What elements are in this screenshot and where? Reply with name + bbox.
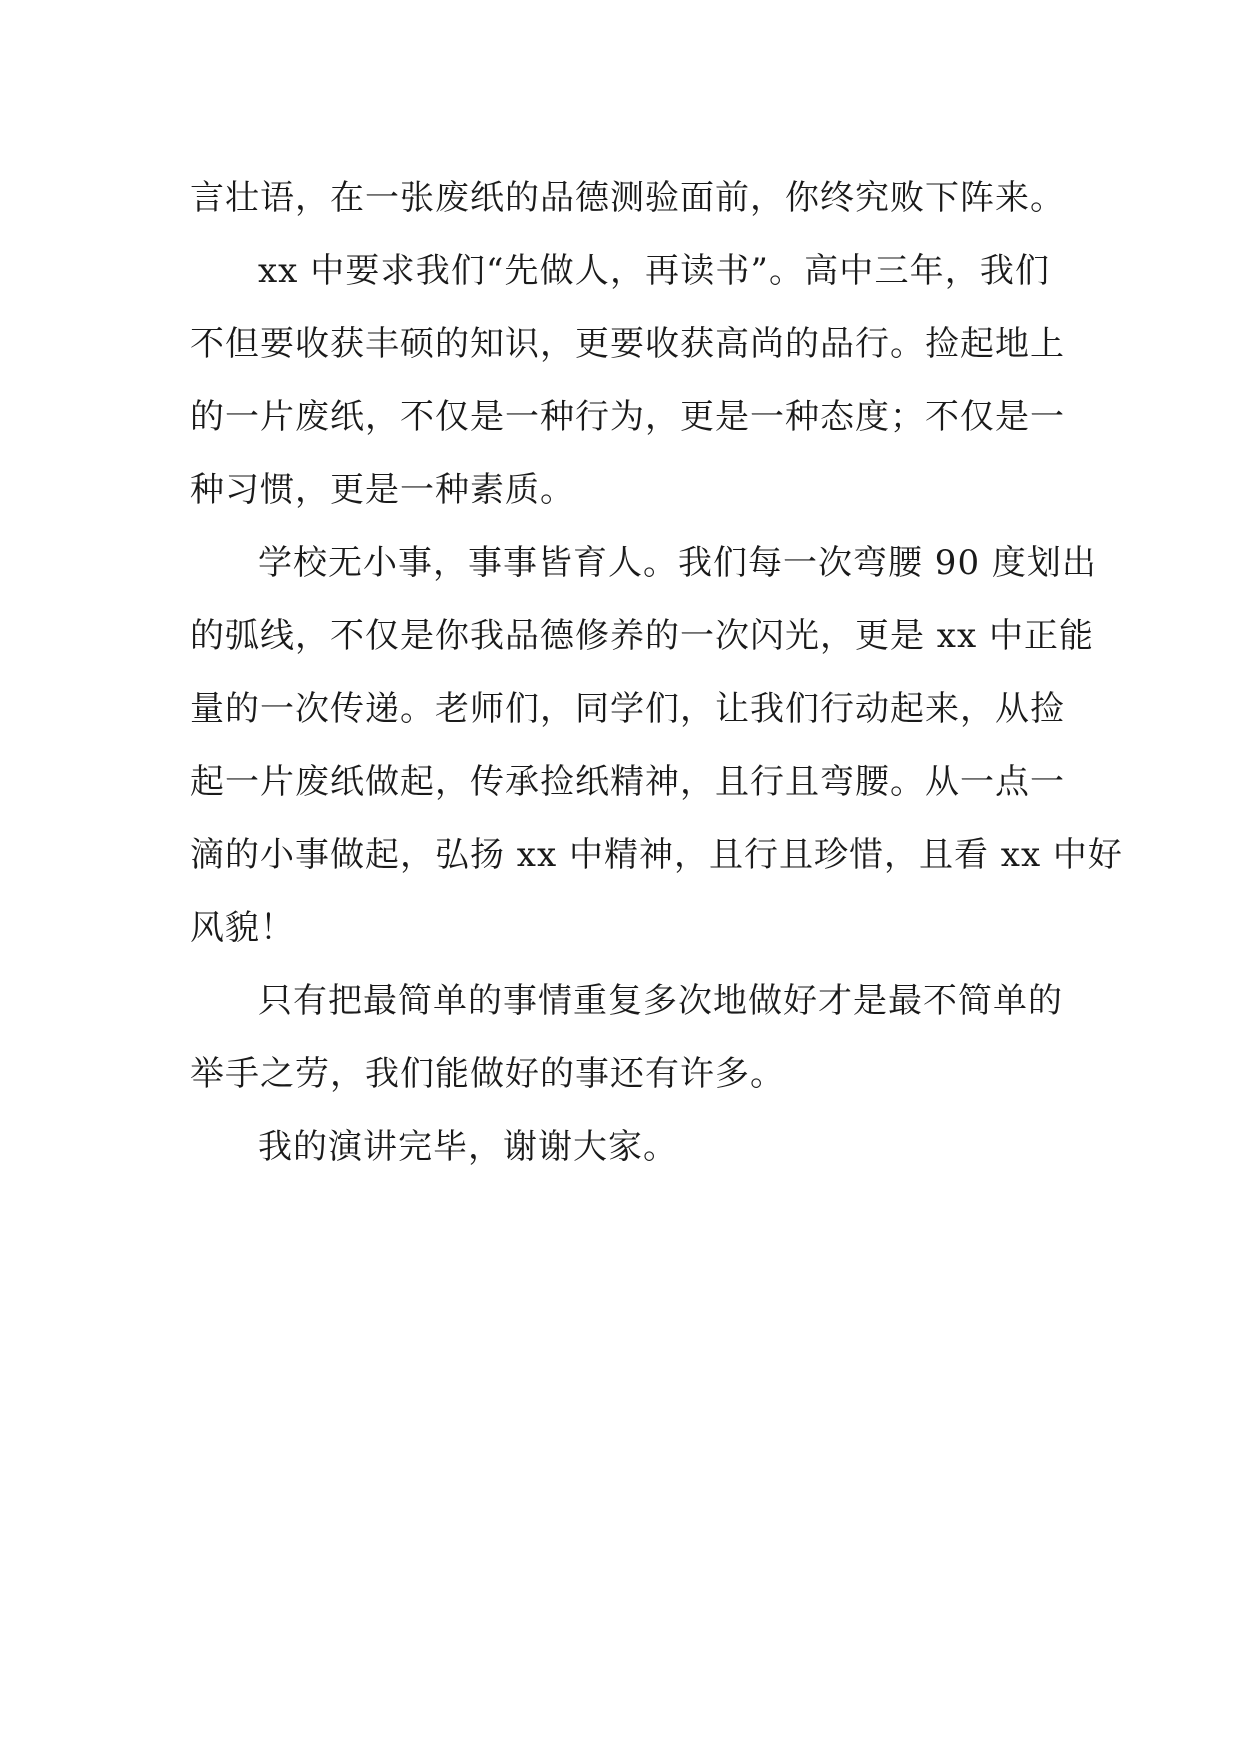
closing-line: 我的演讲完毕，谢谢大家。 (258, 1127, 678, 1167)
text-line: 的弧线，不仅是你我品德修养的一次闪光，更是 xx 中正能 (190, 616, 1094, 656)
text-line: 风貌！ (190, 908, 295, 948)
text-line: 的一片废纸，不仅是一种行为，更是一种态度；不仅是一 (190, 397, 1065, 437)
paragraph-first-line: 只有把最简单的事情重复多次地做好才是最不简单的 (258, 981, 1063, 1021)
paragraph-first-line: 学校无小事，事事皆育人。我们每一次弯腰 90 度划出 (258, 543, 1097, 583)
text-line: 起一片废纸做起，传承捡纸精神，且行且弯腰。从一点一 (190, 762, 1065, 802)
speech-text (190, 168, 1123, 1190)
paragraph-first-line: xx 中要求我们“先做人，再读书”。高中三年，我们 (258, 251, 1050, 291)
text-line: 举手之劳，我们能做好的事还有许多。 (190, 1054, 785, 1094)
text-line: 种习惯，更是一种素质。 (190, 470, 575, 510)
text-line: 量的一次传递。老师们，同学们，让我们行动起来，从捡 (190, 689, 1065, 729)
text-line: 言壮语，在一张废纸的品德测验面前，你终究败下阵来。 (190, 178, 1065, 218)
text-line: 不但要收获丰硕的知识，更要收获高尚的品行。捡起地上 (190, 324, 1065, 364)
text-line: 滴的小事做起，弘扬 xx 中精神，且行且珍惜，且看 xx 中好 (190, 835, 1123, 875)
